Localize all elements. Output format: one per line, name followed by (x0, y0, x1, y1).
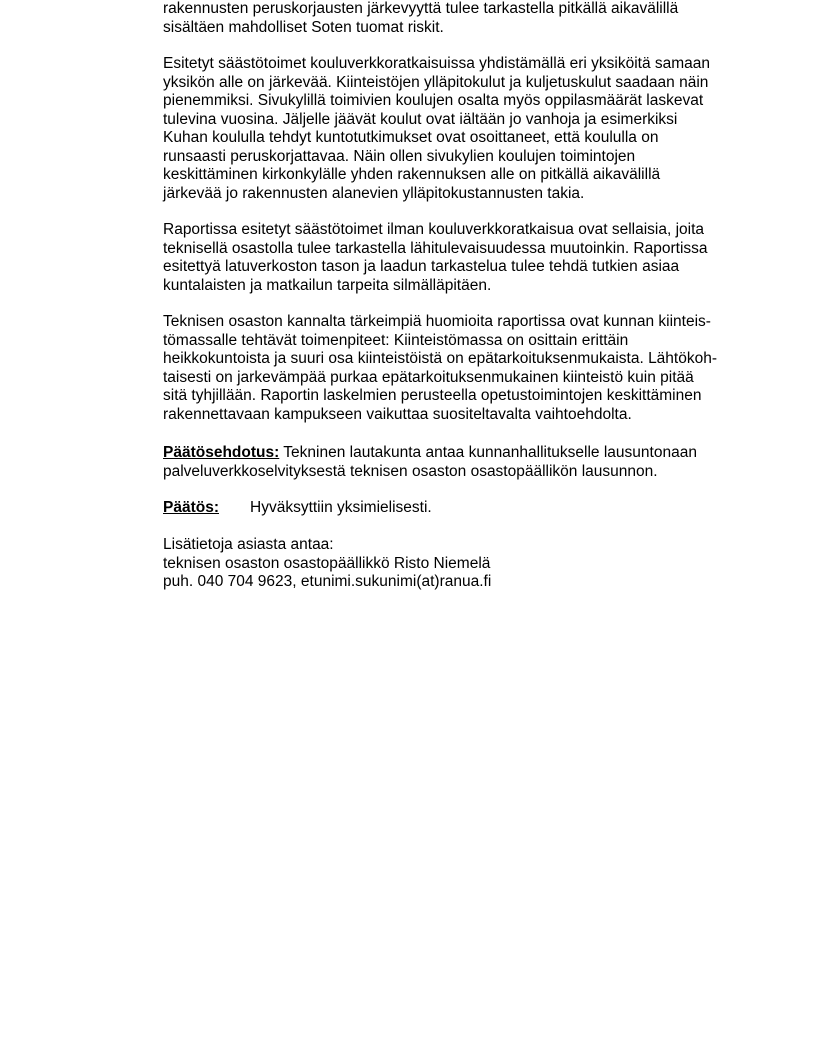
text-line: Esitetyt säästötoimet kouluverkkoratkaisuissa yhdistämällä eri yksiköitä samaan (163, 55, 711, 72)
text-line: heikkokuntoista ja suuri osa kiinteistöistä on epätarkoituksenmukaista. Lähtökoh- (163, 350, 718, 367)
contact-line: puh. 040 704 9623, etunimi.sukunimi(at)ranua.fi (163, 573, 492, 590)
text-line: runsaasti peruskorjattavaa. Näin ollen sivukylien koulujen toimintojen (163, 147, 636, 165)
proposal-text: Tekninen lautakunta antaa kunnanhallitukselle lausuntonaan (279, 444, 697, 461)
decision-text: Hyväksyttiin yksimielisesti. (250, 499, 432, 516)
text-line: tulevina vuosina. Jäljelle jäävät koulut ovat iältään jo vanhoja ja esimerkiksi (163, 110, 678, 128)
proposal-label: Päätösehdotus: (163, 444, 280, 461)
contact-line: teknisen osaston osastopäällikkö Risto Niemelä (163, 554, 491, 572)
decision-proposal (163, 444, 763, 481)
text-line: Teknisen osaston kannalta tärkeimpiä huomioita raportissa ovat kunnan kiinteis- (163, 313, 711, 330)
proposal-text: palveluverkkoselvityksestä teknisen osaston osastopäällikön lausunnon. (163, 462, 658, 480)
text-line: teknisellä osastolla tulee tarkastella lähitulevaisuudessa muutoinkin. Raportissa (163, 239, 708, 257)
contact-info (163, 536, 763, 592)
text-line: sitä tyhjillään. Raportin laskelmien perusteella opetustoimintojen keskittäminen (163, 387, 702, 404)
text-line: esitettyä latuverkoston tason ja laadun tarkastelua tulee tehdä tutkien asiaa (163, 258, 680, 275)
text-line: yksikön alle on järkevää. Kiinteistöjen ylläpitokulut ja kuljetuskulut saadaan näin (163, 73, 709, 91)
text-line: järkevää jo rakennusten alanevien ylläpitokustannusten takia. (163, 184, 585, 202)
text-line: taisesti on jarkevämpää purkaa epätarkoituksenmukainen kiinteistö kuin pitää (163, 368, 694, 386)
text-line: rakennusten peruskorjausten järkevyyttä tulee tarkastella pitkällä aikavälillä (163, 0, 679, 17)
paragraph-1 (163, 0, 763, 37)
text-line: Kuhan koululla tehdyt kuntotutkimukset ovat osoittaneet, että koululla on (163, 129, 659, 146)
decision-label: Päätös: (163, 499, 219, 516)
text-line: keskittäminen kirkonkylälle yhden rakennuksen alle on pitkällä aikavälillä (163, 166, 661, 183)
decision (163, 499, 763, 518)
paragraph-3 (163, 221, 763, 295)
paragraph-4 (163, 313, 763, 424)
text-line: kuntalaisten ja matkailun tarpeita silmälläpitäen. (163, 276, 492, 294)
text-line: Raportissa esitetyt säästötoimet ilman kouluverkkoratkaisua ovat sellaisia, joita (163, 221, 705, 238)
text-line: pienemmiksi. Sivukylillä toimivien koulujen osalta myös oppilasmäärät laskevat (163, 92, 704, 109)
text-line: tömassalle tehtävät toimenpiteet: Kiinteistömassa on osittain erittäin (163, 331, 629, 349)
contact-line: Lisätietoja asiasta antaa: (163, 536, 334, 553)
text-line: rakennettavaan kampukseen vaikuttaa suositeltavalta vaihtoehdolta. (163, 405, 632, 423)
paragraph-2 (163, 55, 763, 203)
text-line: sisältäen mahdolliset Soten tuomat riskit. (163, 18, 444, 36)
